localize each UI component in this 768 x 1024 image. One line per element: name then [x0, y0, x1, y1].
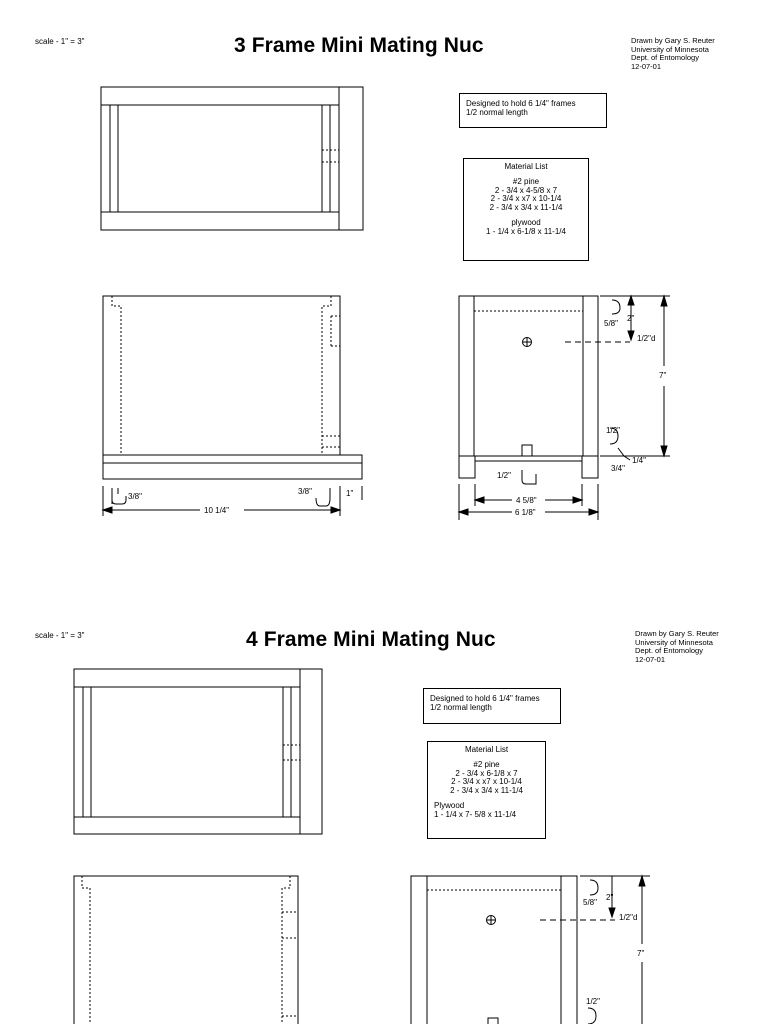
note-line: Designed to hold 6 1/4" frames: [466, 99, 576, 108]
sheet-title: 3 Frame Mini Mating Nuc: [234, 34, 484, 57]
scale-label: scale - 1" = 3": [35, 37, 85, 46]
material-heading: Material List: [464, 745, 509, 754]
credit-line: Drawn by Gary S. Reuter: [631, 36, 715, 45]
dim-label: 3/8": [298, 487, 312, 496]
credit-line: Drawn by Gary S. Reuter: [635, 629, 719, 638]
material-heading: Material List: [504, 162, 548, 171]
dim-label: 1/2"d: [637, 334, 656, 343]
scale-label: scale - 1" = 3": [35, 631, 85, 640]
credit-line: 12-07-01: [631, 61, 662, 71]
dim-label: 5/8": [604, 319, 618, 328]
technical-drawing: [0, 590, 768, 1024]
plywood-heading: plywood: [511, 217, 541, 227]
dim-label: 1/2": [586, 997, 600, 1006]
plywood-heading: Plywood: [434, 800, 465, 810]
top-view: [101, 87, 363, 230]
note-line: 1/2 normal length: [430, 703, 492, 712]
dim-label: 1": [346, 489, 354, 498]
credit-line: Dept. of Entomology: [631, 53, 699, 62]
dim-label: 1/2": [606, 426, 620, 435]
credit-line: University of Minnesota: [635, 637, 713, 647]
dim-label: 2": [606, 893, 614, 902]
dim-label: 4 5/8": [516, 496, 537, 505]
dim-label: 1/2"d: [619, 913, 638, 922]
dim-label: 3/4": [611, 464, 625, 473]
pine-heading: #2 pine: [473, 759, 500, 769]
material-item: 2 - 3/4 x 4-5/8 x 7: [494, 185, 558, 195]
material-item: 1 - 1/4 x 7- 5/8 x 11-1/4: [434, 809, 517, 819]
material-item: 2 - 3/4 x x7 x 10-1/4: [451, 777, 522, 787]
material-item: 2 - 3/4 x 3/4 x 11-1/4: [450, 786, 523, 796]
dim-label: 5/8": [583, 898, 597, 907]
credit-line: University of Minnesota: [631, 44, 709, 54]
sheet-title: 4 Frame Mini Mating Nuc: [246, 628, 496, 651]
material-item: 2 - 3/4 x 3/4 x 11-1/4: [489, 203, 563, 213]
pine-heading: #2 pine: [512, 176, 540, 186]
credit-line: Dept. of Entomology: [635, 646, 703, 655]
dim-label: 2": [627, 314, 635, 323]
side-dimensions: [103, 486, 362, 516]
dim-label: 3/8": [128, 492, 142, 501]
note-line: 1/2 normal length: [466, 108, 528, 117]
dim-label: 1/2": [497, 471, 511, 480]
side-view: [103, 296, 362, 479]
side-view: [74, 876, 298, 1024]
top-view: [74, 669, 322, 834]
dim-label: 1/4": [632, 456, 646, 465]
material-item: 2 - 3/4 x x7 x 10-1/4: [490, 194, 562, 204]
material-item: 1 - 1/4 x 6-1/8 x 11-1/4: [486, 226, 566, 236]
end-dimensions: [459, 296, 670, 520]
dim-label: 10 1/4": [204, 506, 230, 515]
note-line: Designed to hold 6 1/4" frames: [430, 694, 540, 703]
dim-label: 7": [659, 371, 667, 380]
drawing-sheet-4-frame: [0, 590, 768, 1024]
material-item: 2 - 3/4 x 6-1/8 x 7: [455, 768, 518, 778]
credit-line: 12-07-01: [635, 654, 666, 664]
dim-label: 7": [637, 949, 645, 958]
dim-label: 6 1/8": [515, 508, 536, 517]
